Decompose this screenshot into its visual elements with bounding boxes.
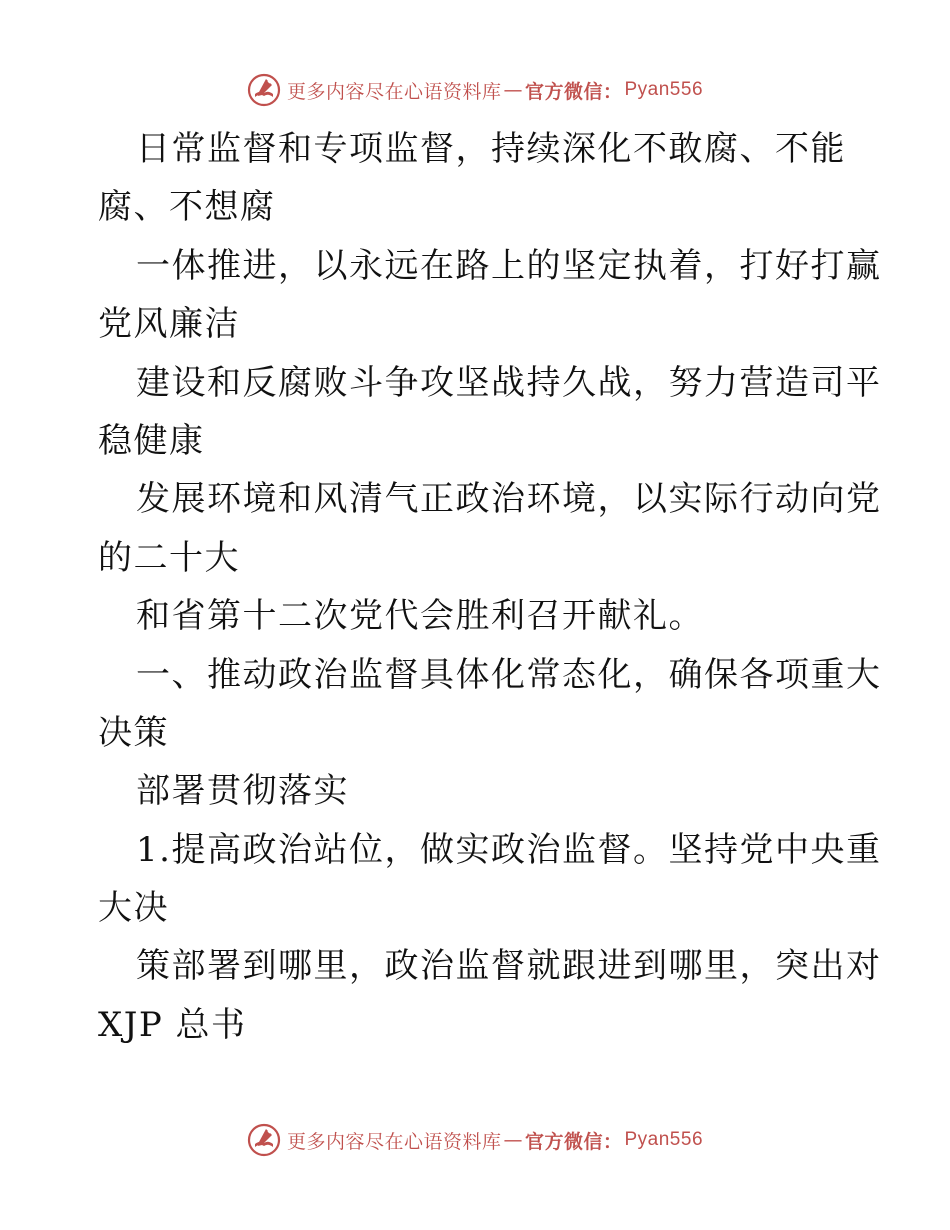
- document-body: [98, 120, 882, 1054]
- section-heading: 部署贯彻落实: [136, 771, 349, 812]
- text-line: 1.提高政治站位，做实政治监督。坚持党中央重: [136, 829, 882, 870]
- text-line: 稳健康: [98, 420, 205, 461]
- book-pen-icon: [247, 73, 281, 107]
- promo-text: 更多内容尽在心语资料库: [286, 80, 502, 103]
- text-line: 大决: [98, 888, 169, 929]
- text-line: 的二十大: [98, 537, 240, 578]
- wechat-id: Pyan556: [624, 79, 704, 100]
- text-line: 建设和反腐败斗争攻坚战持久战，努力营造司平: [136, 362, 882, 403]
- text-line: 和省第十二次党代会胜利召开献礼。: [136, 596, 704, 637]
- separator: —: [503, 79, 523, 101]
- footer-watermark: [0, 1120, 950, 1160]
- separator: —: [503, 1129, 523, 1151]
- wechat-id: Pyan556: [624, 1129, 704, 1150]
- section-heading: 决策: [98, 712, 169, 753]
- wechat-label: 官方微信：: [524, 1130, 623, 1153]
- book-pen-icon: [247, 1123, 281, 1157]
- text-line: 日常监督和专项监督，持续深化不敢腐、不能: [136, 129, 846, 169]
- text-line: 党风廉洁: [98, 304, 240, 345]
- text-line: 策部署到哪里，政治监督就跟进到哪里，突出对: [136, 946, 882, 987]
- header-watermark: [0, 70, 950, 110]
- text-line: 一体推进，以永远在路上的坚定执着，打好打赢: [136, 245, 882, 286]
- text-line: 发展环境和风清气正政治环境，以实际行动向党: [136, 479, 882, 520]
- text-line: XJP 总书: [98, 1004, 247, 1045]
- section-heading: 一、推动政治监督具体化常态化，确保各项重大: [136, 654, 882, 695]
- promo-text: 更多内容尽在心语资料库: [286, 1130, 502, 1153]
- text-line: 腐、不想腐: [98, 187, 276, 228]
- wechat-label: 官方微信：: [524, 80, 623, 103]
